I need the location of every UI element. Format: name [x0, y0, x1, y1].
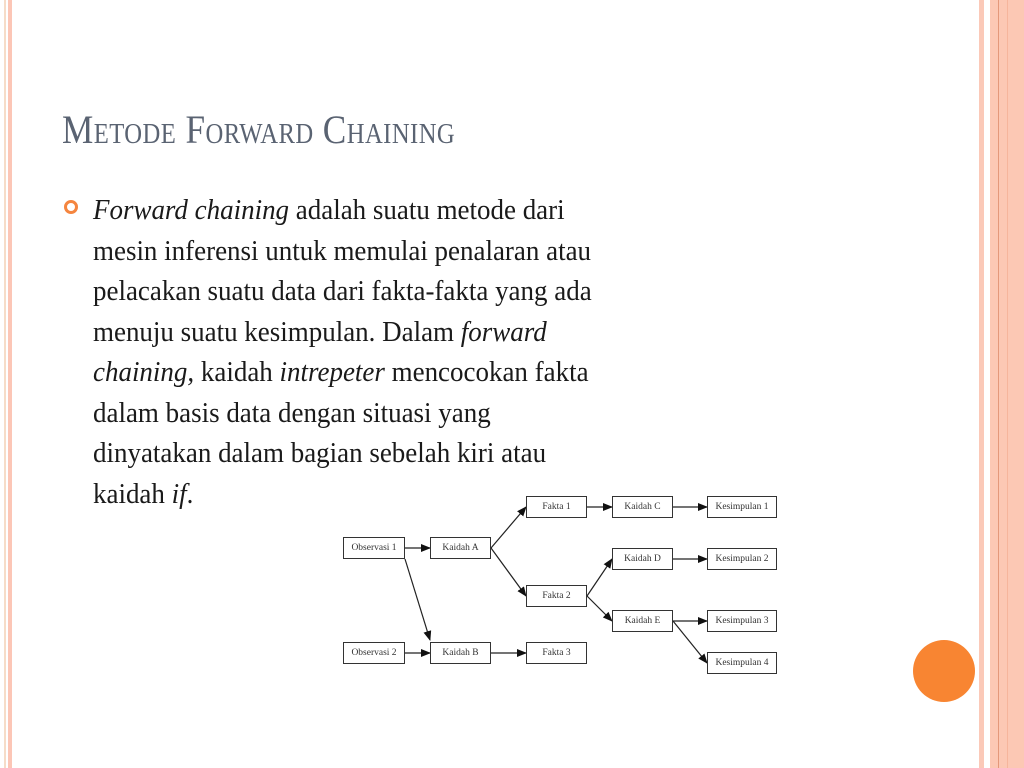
- italic-term: if: [171, 477, 187, 510]
- text-segment: mesin inferensi untuk memulai penalaran atau: [93, 234, 592, 267]
- paragraph-line: [93, 393, 818, 434]
- diagram-node-f3: Fakta 3: [526, 642, 587, 664]
- text-segment: kaidah: [194, 356, 280, 388]
- text-segment: mencocokan fakta: [384, 356, 589, 388]
- diagram-arrow: [405, 559, 430, 640]
- diagram-node-f1: Fakta 1: [526, 496, 587, 518]
- paragraph-line: [93, 433, 818, 474]
- diagram-node-kC: Kaidah C: [612, 496, 673, 518]
- italic-term: chaining,: [93, 356, 195, 388]
- diagram-node-k4: Kesimpulan 4: [707, 652, 777, 674]
- diagram-node-obs2: Observasi 2: [343, 642, 405, 664]
- diagram-node-kA: Kaidah A: [430, 537, 491, 559]
- paragraph-line: [93, 312, 818, 353]
- right-border-line-1: [998, 0, 999, 768]
- diagram-arrow: [673, 621, 707, 663]
- diagram-node-kB: Kaidah B: [430, 642, 491, 664]
- paragraph-line: [93, 190, 818, 231]
- left-border-stripe-thin: [4, 0, 6, 768]
- italic-term: intrepeter: [279, 356, 385, 388]
- diagram-node-obs1: Observasi 1: [343, 537, 405, 559]
- text-segment: adalah suatu metode dari: [289, 194, 565, 226]
- text-segment: menuju suatu kesimpulan. Dalam: [93, 315, 461, 348]
- text-segment: dinyatakan dalam bagian sebelah kiri atau: [93, 437, 547, 469]
- text-segment: pelacakan suatu data dari fakta-fakta yang ada: [93, 275, 592, 307]
- italic-term: Forward chaining: [93, 194, 290, 226]
- paragraph-line: [93, 231, 818, 272]
- diagram-arrow: [587, 596, 612, 621]
- diagram-arrow: [587, 559, 612, 596]
- right-border-line-2: [1007, 0, 1008, 768]
- text-segment: dalam basis data dengan situasi yang: [93, 396, 491, 429]
- diagram-arrow: [491, 548, 526, 596]
- slide-title: Metode Forward Chaining: [62, 107, 456, 152]
- left-border-stripe: [8, 0, 12, 768]
- paragraph-line: [93, 352, 818, 393]
- paragraph-line: [93, 271, 818, 312]
- decorative-orange-circle: [913, 640, 975, 702]
- text-segment: .: [186, 477, 194, 510]
- diagram-node-k3: Kesimpulan 3: [707, 610, 777, 632]
- diagram-node-kD: Kaidah D: [612, 548, 673, 570]
- right-border-stripe-1: [979, 0, 984, 768]
- italic-term: forward: [460, 315, 547, 348]
- text-segment: kaidah: [93, 477, 172, 510]
- diagram-node-k2: Kesimpulan 2: [707, 548, 777, 570]
- diagram-node-kE: Kaidah E: [612, 610, 673, 632]
- bullet-circle-icon: [64, 200, 78, 214]
- diagram-node-k1: Kesimpulan 1: [707, 496, 777, 518]
- diagram-node-f2: Fakta 2: [526, 585, 587, 607]
- bullet-paragraph: [93, 190, 818, 514]
